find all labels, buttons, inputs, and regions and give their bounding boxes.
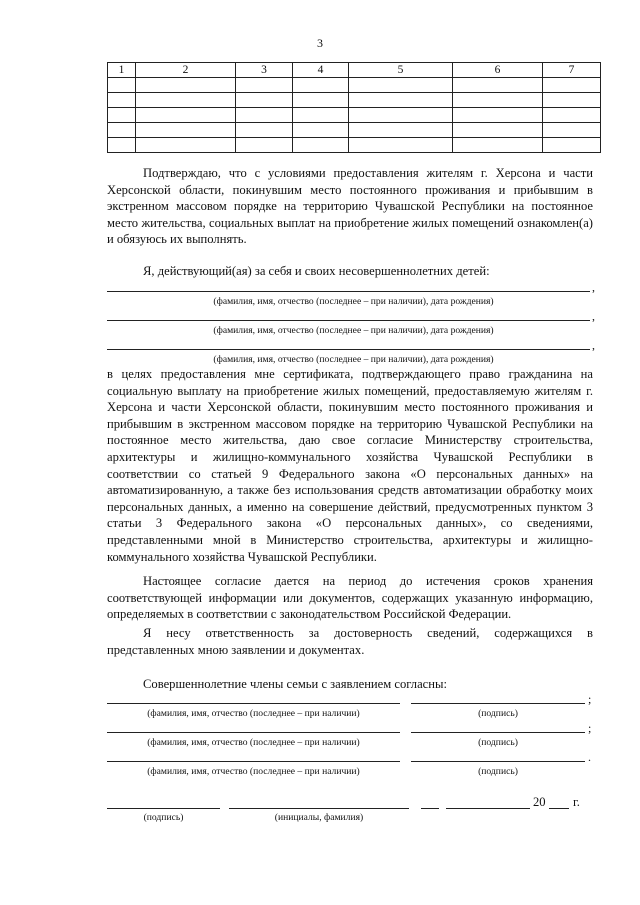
applicant-signature-line[interactable]	[107, 808, 220, 809]
table-header-cell: 3	[236, 63, 293, 78]
table-row	[108, 108, 601, 123]
table-row	[108, 123, 601, 138]
term-paragraph: Настоящее согласие дается на период до истечения сроков хранения соответствующей информации или документов, содержащих указанную информацию, определяемых в соответствии с законодательством Российской Федерации.	[107, 574, 593, 622]
fio-hint-1: (фамилия, имя, отчество (последнее – при наличии), дата рождения)	[213, 296, 494, 307]
family-semicolon-2: ;	[588, 721, 592, 735]
responsibility-paragraph: Я несу ответственность за достоверность сведений, содержащихся в представленных мною заявлении и документах.	[107, 626, 593, 657]
family-fio-hint-3: (фамилия, имя, отчество (последнее – при наличии)	[147, 766, 360, 777]
data-table	[107, 62, 601, 153]
table-header-cell: 7	[543, 63, 601, 78]
table-header-cell: 2	[136, 63, 236, 78]
family-signature-line-1[interactable]	[411, 703, 585, 704]
family-fio-hint-2: (фамилия, имя, отчество (последнее – при наличии)	[147, 737, 360, 748]
family-signature-line-2[interactable]	[411, 732, 585, 733]
confirm-paragraph: Подтверждаю, что с условиями предоставления жителям г. Херсона и части Херсонской области, покинувшим место постоянного проживания и прибывшим в экстренном массовом порядке на территорию Чувашской Республики на постоянное место жительства, социальных выплат на приобретение жилых помещений ознакомлен(а) и обязуюсь их выполнять.	[107, 166, 593, 247]
family-signature-hint-2: (подпись)	[478, 737, 518, 748]
family-signature-line-3[interactable]	[411, 761, 585, 762]
family-semicolon-1: ;	[588, 692, 592, 706]
table-header-cell: 5	[349, 63, 453, 78]
family-fio-line-3[interactable]	[107, 761, 400, 762]
applicant-initials-hint: (инициалы, фамилия)	[274, 812, 364, 823]
fio-line-1[interactable]	[107, 291, 590, 292]
date-month-line[interactable]	[446, 808, 530, 809]
fio-comma-3: ,	[592, 338, 595, 352]
family-fio-line-2[interactable]	[107, 732, 400, 733]
family-signature-hint-3: (подпись)	[478, 766, 518, 777]
fio-comma-1: ,	[592, 280, 595, 294]
fio-hint-3: (фамилия, имя, отчество (последнее – при наличии), дата рождения)	[213, 354, 494, 365]
table-header-row	[108, 63, 601, 78]
table-header-cell: 1	[108, 63, 136, 78]
fio-comma-2: ,	[592, 309, 595, 323]
table-row	[108, 138, 601, 153]
date-year-prefix: 20	[533, 795, 546, 809]
family-fio-hint-1: (фамилия, имя, отчество (последнее – при наличии)	[147, 708, 360, 719]
page-number: 3	[317, 36, 323, 50]
fio-line-3[interactable]	[107, 349, 590, 350]
family-fio-line-1[interactable]	[107, 703, 400, 704]
table-header-cell: 4	[293, 63, 349, 78]
acting-intro: Я, действующий(ая) за себя и своих несовершеннолетних детей:	[143, 264, 490, 278]
fio-line-2[interactable]	[107, 320, 590, 321]
table-row	[108, 93, 601, 108]
date-year-line[interactable]	[549, 808, 569, 809]
date-day-line[interactable]	[421, 808, 439, 809]
fio-hint-2: (фамилия, имя, отчество (последнее – при наличии), дата рождения)	[213, 325, 494, 336]
family-signature-hint-1: (подпись)	[478, 708, 518, 719]
family-intro: Совершеннолетние члены семьи с заявлением согласны:	[143, 677, 447, 691]
family-period: .	[588, 750, 591, 764]
table-header-cell: 6	[453, 63, 543, 78]
applicant-initials-line[interactable]	[229, 808, 409, 809]
applicant-signature-hint: (подпись)	[143, 812, 184, 823]
consent-paragraph: в целях предоставления мне сертификата, подтверждающего право гражданина на социальную выплату на приобретение жилых помещений, предоставляемую жителям г. Херсона и части Херсонской области, покинувшим место постоянного проживания и прибывшим в экстренном массовом порядке на территорию Чувашской Республики на постоянное место жительства, даю свое согласие Министерству строительства, архитектуры и жилищно-коммунального хозяйства Чувашской Республики в соответствии со статьей 9 Федерального закона «О персональных данных» на автоматизированную, а также без использования средств автоматизации обработку моих персональных данных, а именно на совершение действий, предусмотренных пунктом 3 статьи 3 Федерального закона «О персональных данных», со сведениями, представленными мной в Министерство строительства, архитектуры и жилищно-коммунального хозяйства Чувашской Республики.	[107, 367, 593, 564]
table-row	[108, 78, 601, 93]
date-year-suffix: г.	[573, 795, 580, 809]
